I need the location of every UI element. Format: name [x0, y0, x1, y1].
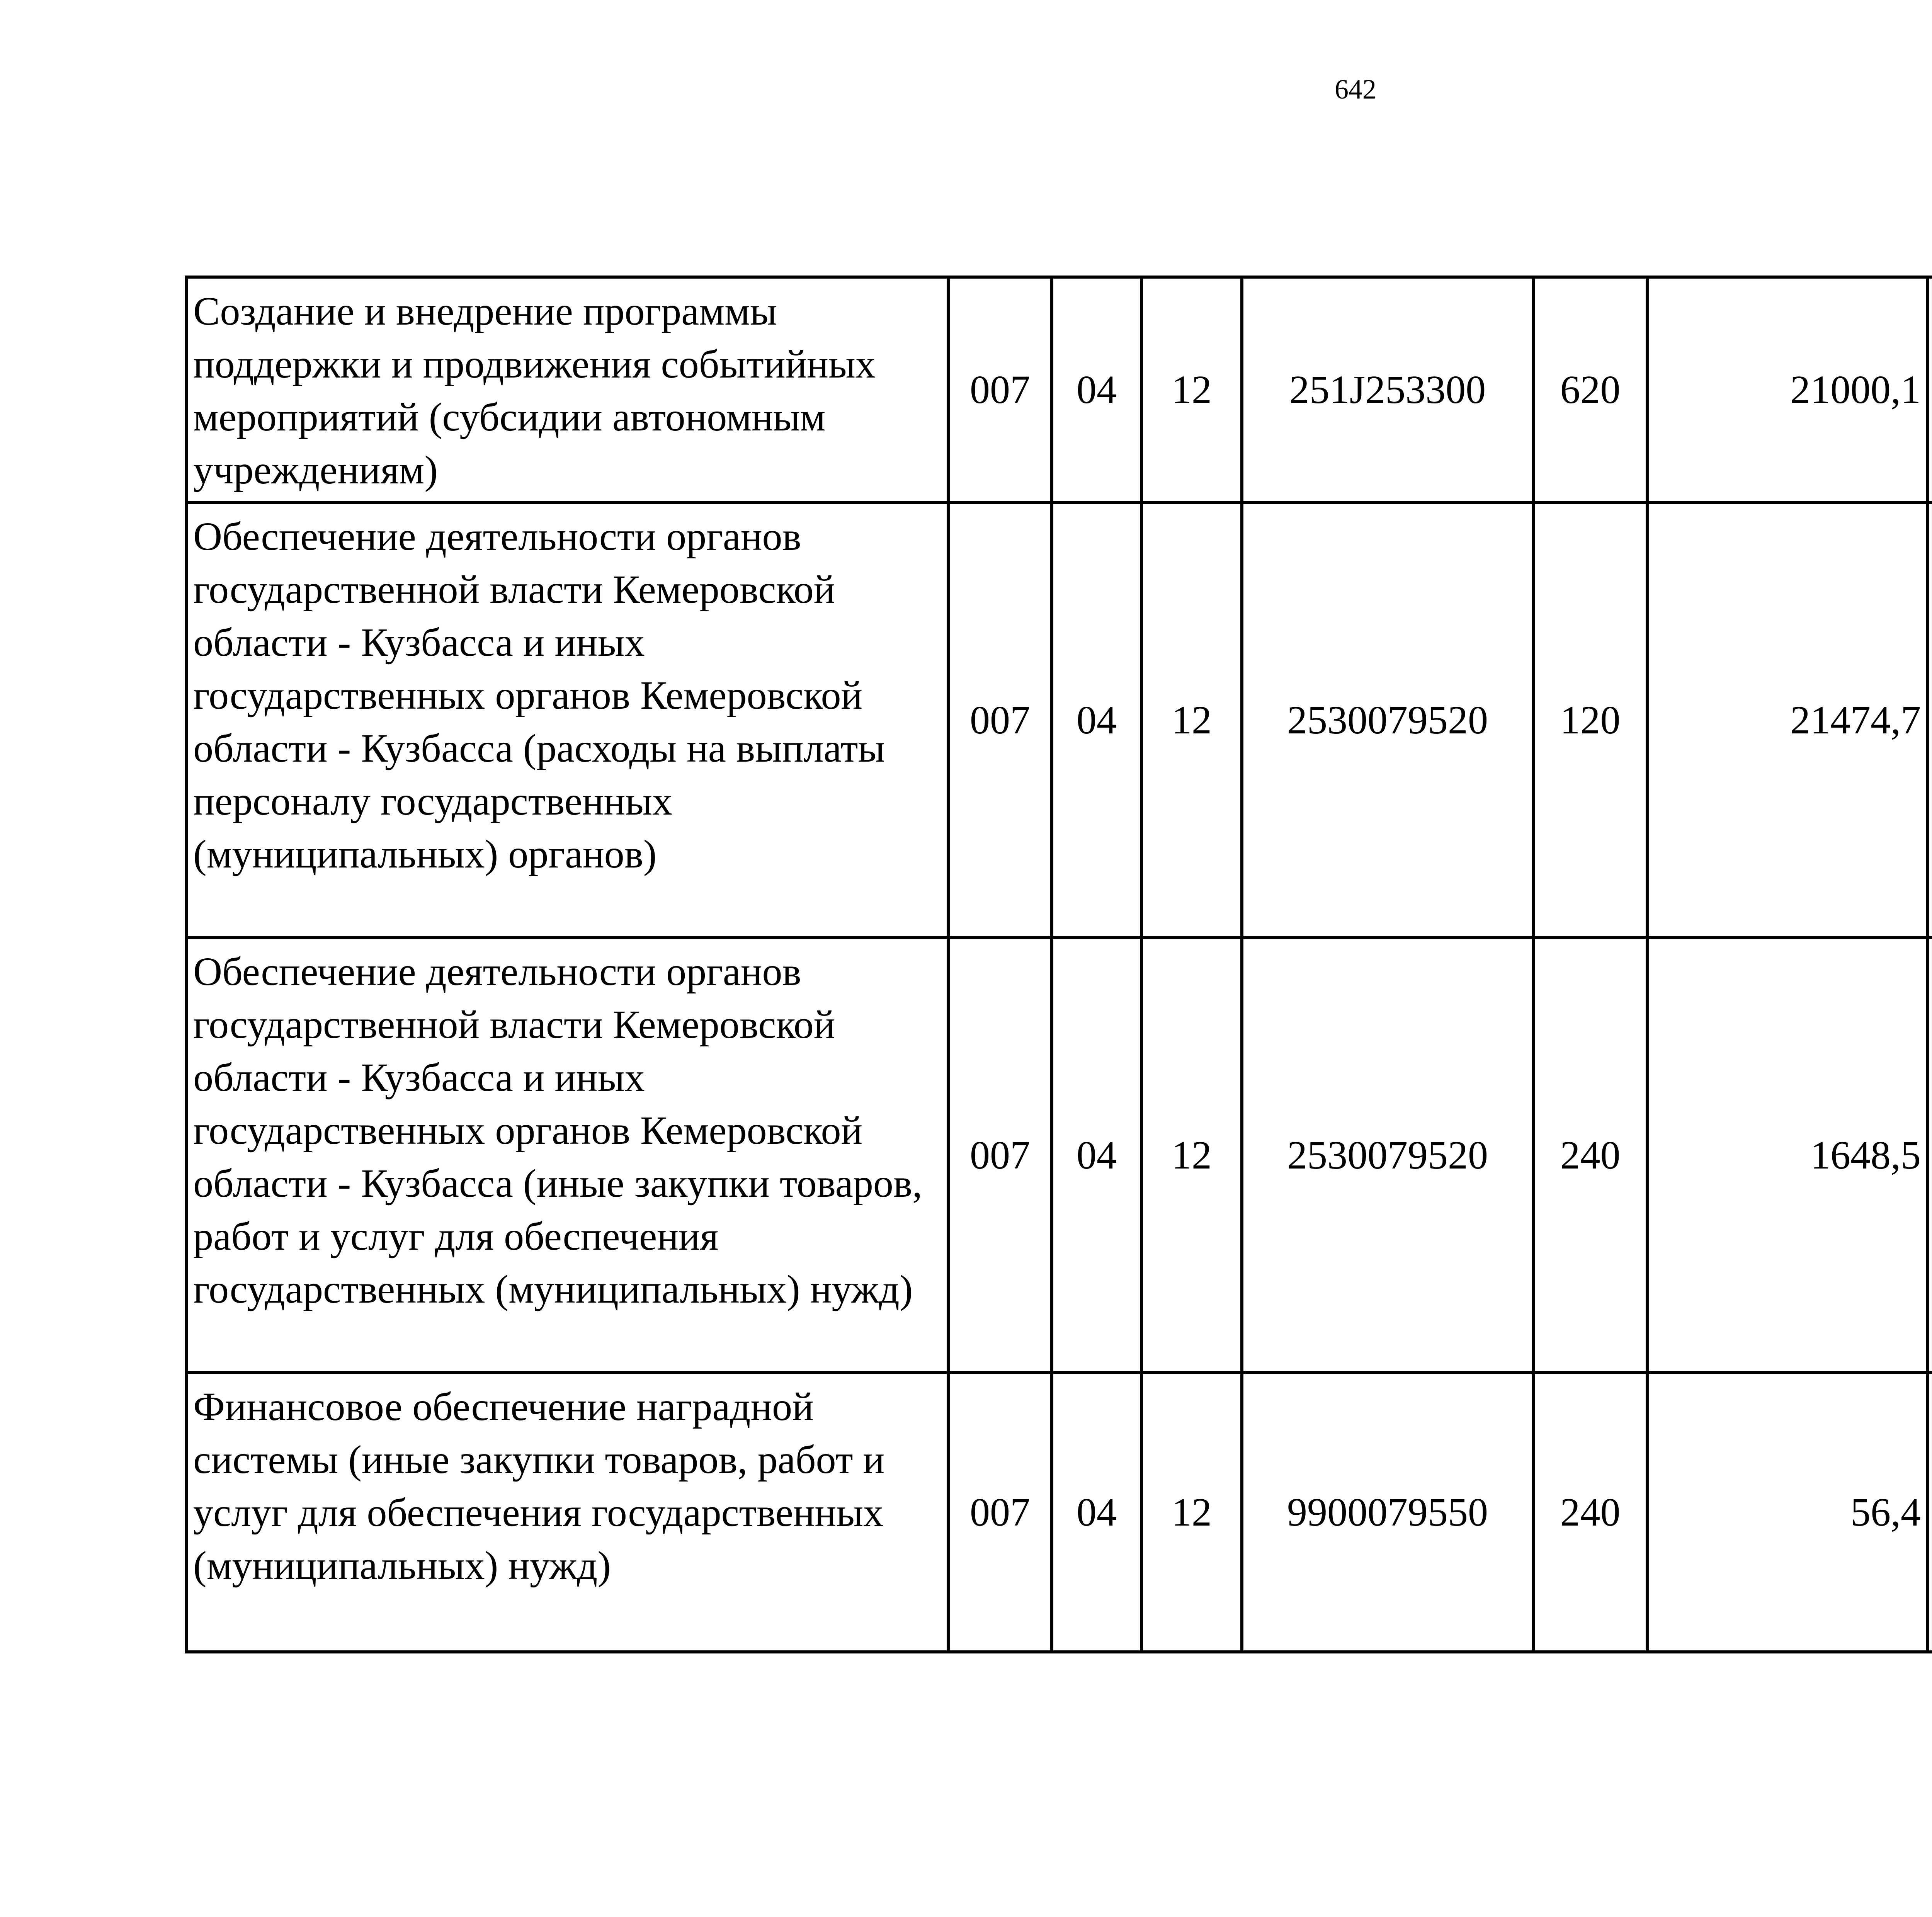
table-row: [186, 1373, 1932, 1652]
target-article-code: 9900079550: [1242, 1373, 1533, 1652]
row-description: Создание и внедрение программы поддержки и продвижения событийных мероприятий (субсидии автономным учреждениям): [186, 277, 948, 502]
ministry-code: 007: [948, 502, 1052, 937]
subsection-code: 12: [1141, 1373, 1242, 1652]
amount-year-1: 1648,5: [1647, 937, 1928, 1373]
target-article-code: 2530079520: [1242, 937, 1533, 1373]
subsection-code: 12: [1141, 937, 1242, 1373]
expense-type-code: 240: [1533, 937, 1647, 1373]
page-number: 642: [1335, 74, 1376, 105]
subsection-code: 12: [1141, 502, 1242, 937]
amount-year-2: [1928, 1373, 1932, 1652]
row-description: Финансовое обеспечение наградной системы (иные закупки товаров, работ и услуг для обеспечения государственных (муниципальных) нужд): [186, 1373, 948, 1652]
expense-type-code: 120: [1533, 502, 1647, 937]
section-code: 04: [1052, 277, 1141, 502]
amount-year-1: 21000,1: [1647, 277, 1928, 502]
expense-type-code: 620: [1533, 277, 1647, 502]
target-article-code: 2530079520: [1242, 502, 1533, 937]
amount-year-2: [1928, 937, 1932, 1373]
target-article-code: 251J253300: [1242, 277, 1533, 502]
ministry-code: 007: [948, 1373, 1052, 1652]
row-description: Обеспечение деятельности органов государственной власти Кемеровской области - Кузбасса и иных государственных органов Кемеровской области - Кузбасса (иные закупки товаров, работ и услуг для обеспечения государственных (муниципальных) нужд): [186, 937, 948, 1373]
budget-table: [185, 276, 1932, 1653]
amount-year-2: [1928, 502, 1932, 937]
amount-year-2: [1928, 277, 1932, 502]
section-code: 04: [1052, 502, 1141, 937]
ministry-code: 007: [948, 937, 1052, 1373]
row-description: Обеспечение деятельности органов государственной власти Кемеровской области - Кузбасса и иных государственных органов Кемеровской области - Кузбасса (расходы на выплаты персоналу государственных (муниципальных) органов): [186, 502, 948, 937]
section-code: 04: [1052, 1373, 1141, 1652]
amount-year-1: 56,4: [1647, 1373, 1928, 1652]
expense-type-code: 240: [1533, 1373, 1647, 1652]
ministry-code: 007: [948, 277, 1052, 502]
amount-year-1: 21474,7: [1647, 502, 1928, 937]
table-row: [186, 937, 1932, 1373]
table-row: [186, 277, 1932, 502]
section-code: 04: [1052, 937, 1141, 1373]
table-row: [186, 502, 1932, 937]
subsection-code: 12: [1141, 277, 1242, 502]
